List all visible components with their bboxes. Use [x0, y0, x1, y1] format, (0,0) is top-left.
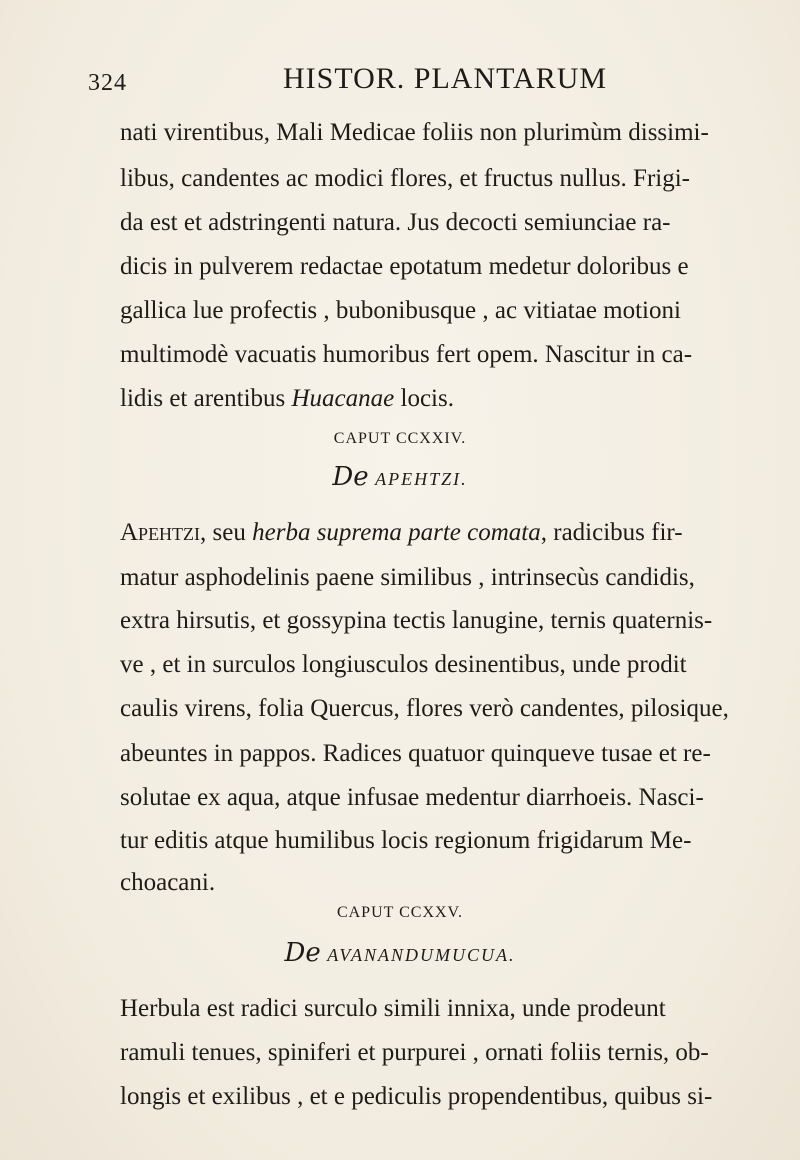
- running-title: HISTOR. PLANTARUM: [283, 62, 608, 95]
- chapter-caput: CAPUT CCXXIV.: [333, 430, 467, 447]
- place-name: Huacanae: [291, 385, 395, 412]
- heading-name: APEHTZI.: [375, 469, 468, 489]
- text-span: lidis et arentibus: [120, 385, 292, 412]
- text-line: longis et exilibus , et e pediculis propendentibus, quibus si-: [120, 1083, 713, 1110]
- text-line: extra hirsutis, et gossypina tectis lanugine, ternis quaternis-: [120, 607, 713, 634]
- text-line: nati virentibus, Mali Medicae foliis non plurimùm dissimi-: [120, 119, 709, 146]
- text-line: multimodè vacuatis humoribus fert opem. Nascitur in ca-: [120, 341, 693, 368]
- text-line: choacani.: [120, 869, 216, 896]
- chapter-heading: [0, 462, 800, 492]
- text-span: locis.: [394, 385, 454, 412]
- text-line: libus, candentes ac modici flores, et fructus nullus. Frigi-: [120, 165, 691, 192]
- text-line: ve , et in surculos longiusculos desinentibus, unde prodit: [120, 651, 687, 678]
- chapter-caput: CAPUT CCXXV.: [336, 904, 464, 921]
- text-line: gallica lue profectis , bubonibusque , ac vitiatae motioni: [120, 297, 681, 324]
- heading-name: AVANANDUMUCUA.: [327, 945, 516, 965]
- text-line: ramuli tenues, spiniferi et purpurei , ornati foliis ternis, ob-: [120, 1039, 709, 1066]
- heading-de: De: [332, 462, 369, 492]
- text-line: matur asphodelinis paene similibus , intrinsecùs candidis,: [120, 564, 695, 591]
- italic-phrase: herba suprema parte comata: [252, 519, 541, 546]
- text-line: [120, 518, 683, 548]
- text-line: caulis virens, folia Quercus, flores verò candentes, pilosique,: [120, 695, 729, 722]
- heading-de: De: [284, 938, 321, 968]
- chapter-heading: [0, 938, 800, 968]
- text-line: solutae ex aqua, atque infusae medentur diarrhoeis. Nasci-: [120, 784, 704, 811]
- text-span: , radicibus fir-: [540, 519, 683, 546]
- text-span: , seu: [200, 519, 253, 546]
- page-number: 324: [88, 70, 127, 96]
- plant-name: Apehtzi: [120, 519, 201, 546]
- text-line: dicis in pulverem redactae epotatum medetur doloribus e: [120, 253, 689, 280]
- text-line: Herbula est radici surculo simili innixa, unde prodeunt: [120, 995, 666, 1022]
- text-line: tur editis atque humilibus locis regionum frigidarum Me-: [120, 827, 692, 854]
- text-line: [120, 384, 454, 414]
- text-line: abeuntes in pappos. Radices quatuor quinqueve tusae et re-: [120, 740, 711, 767]
- text-line: da est et adstringenti natura. Jus decocti semiunciae ra-: [120, 209, 671, 236]
